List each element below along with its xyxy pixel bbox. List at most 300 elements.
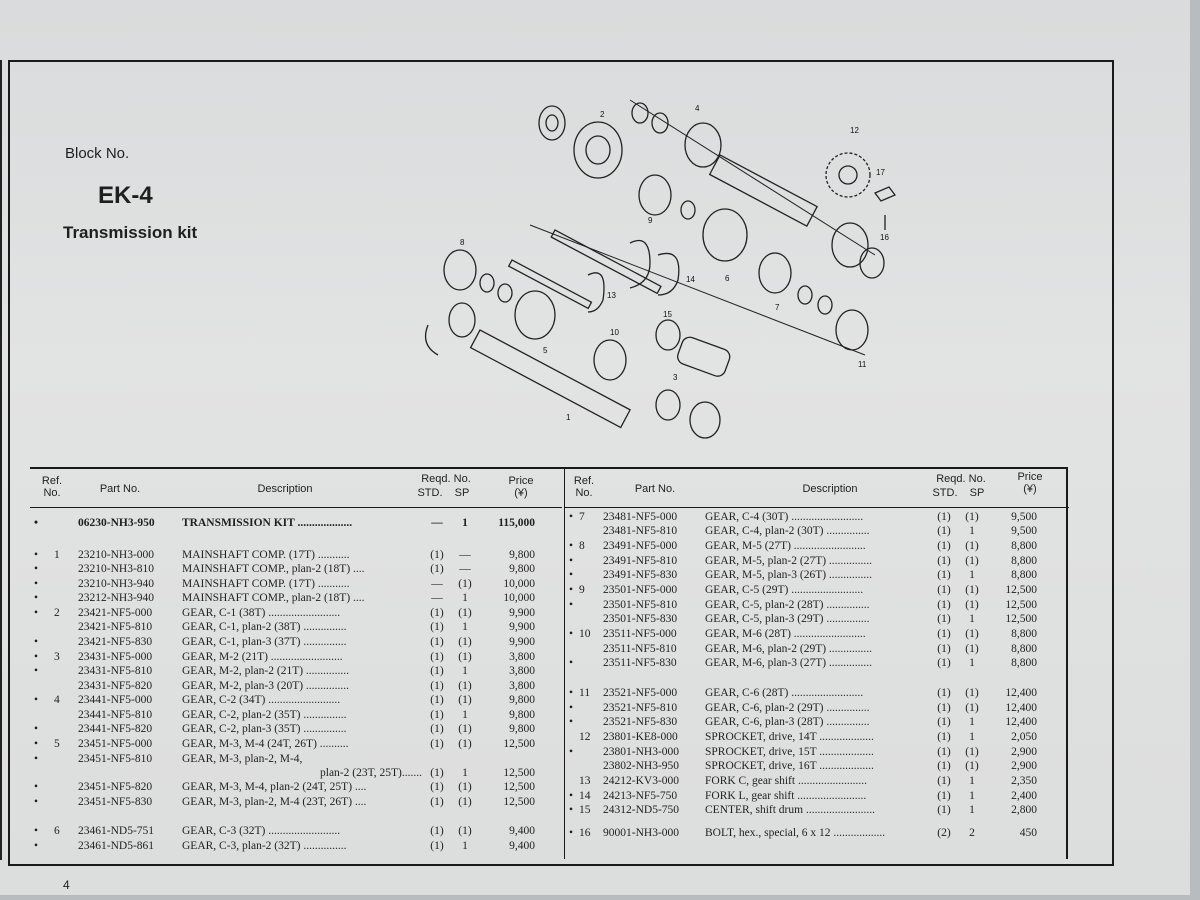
qty-std: (1) <box>937 613 951 625</box>
part-description: GEAR, M-2, plan-2 (21T) ............... <box>182 665 350 677</box>
part-number: 23511-NF5-810 <box>603 643 677 655</box>
svg-text:9: 9 <box>648 216 653 225</box>
qty-sp: (1) <box>458 578 472 590</box>
qty-sp: (1) <box>965 584 979 596</box>
gear-7-shape <box>759 253 791 293</box>
part-description: GEAR, M-6, plan-3 (27T) ............... <box>705 657 873 669</box>
qty-sp: — <box>459 563 471 575</box>
qty-std: (1) <box>430 621 444 633</box>
header-price-unit: (¥) <box>1023 483 1037 495</box>
gear-8-shape <box>444 250 476 290</box>
qty-std: (1) <box>937 716 951 728</box>
ref-number: 11 <box>579 687 591 699</box>
price: 12,500 <box>503 781 535 793</box>
qty-sp: 1 <box>462 767 468 779</box>
qty-sp: 1 <box>969 569 975 581</box>
block-code: EK-4 <box>98 182 153 209</box>
price: 12,500 <box>1005 613 1037 625</box>
part-description: SPROCKET, drive, 14T ................... <box>705 731 874 743</box>
table-row <box>30 621 562 635</box>
part-description: MAINSHAFT COMP., plan-2 (18T) .... <box>182 563 365 575</box>
row-bullet: • <box>34 825 39 837</box>
row-bullet: • <box>569 790 574 802</box>
part-number: 23210-NH3-940 <box>78 578 155 590</box>
qty-std: (1) <box>430 796 444 808</box>
row-bullet: • <box>34 781 39 793</box>
qty-std: (2) <box>937 827 951 839</box>
qty-std: (1) <box>937 657 951 669</box>
table-row <box>30 694 562 708</box>
bearing-shape <box>539 106 565 140</box>
price: 8,800 <box>1011 540 1037 552</box>
table-row <box>30 578 562 592</box>
row-bullet: • <box>569 569 574 581</box>
part-number: 23491-NF5-810 <box>603 555 678 567</box>
qty-sp: (1) <box>458 651 472 663</box>
part-description: GEAR, C-5 (29T) ......................... <box>705 584 864 596</box>
part-description: GEAR, M-2 (21T) ......................... <box>182 651 343 663</box>
gear-3-shape <box>656 390 680 420</box>
gear-2-shape <box>574 122 622 178</box>
qty-std: (1) <box>937 760 951 772</box>
part-number: 23511-NF5-000 <box>603 628 677 640</box>
row-bullet: • <box>569 687 574 699</box>
row-bullet: • <box>569 746 574 758</box>
qty-std: (1) <box>937 511 951 523</box>
table-row <box>30 563 562 577</box>
qty-sp: (1) <box>965 628 979 640</box>
qty-sp: 1 <box>462 665 468 677</box>
row-bullet: • <box>569 599 574 611</box>
qty-sp: (1) <box>458 694 472 706</box>
table-row <box>565 804 1069 818</box>
header-ref-no: No. <box>43 487 61 499</box>
row-bullet: • <box>569 584 574 596</box>
qty-sp: 1 <box>969 775 975 787</box>
header-std: STD. <box>932 487 958 499</box>
block-label: Block No. <box>65 145 130 162</box>
qty-std: (1) <box>430 549 444 561</box>
price: 9,400 <box>509 840 535 852</box>
table-row <box>565 643 1069 657</box>
part-description: GEAR, C-2 (34T) ......................... <box>182 694 341 706</box>
row-bullet: • <box>34 753 39 765</box>
part-number: 90001-NH3-000 <box>603 827 680 839</box>
header-description: Description <box>257 483 313 495</box>
qty-sp: (1) <box>458 781 472 793</box>
qty-sp: (1) <box>458 607 472 619</box>
table-row <box>30 723 562 737</box>
part-description: MAINSHAFT COMP. (17T) ........... <box>182 578 350 590</box>
header-ref: Ref. <box>41 475 63 487</box>
price: 2,400 <box>1011 790 1037 802</box>
ref-number: 13 <box>579 775 591 787</box>
price: 3,800 <box>509 680 535 692</box>
part-number: 23212-NH3-940 <box>78 592 155 604</box>
qty-std: (1) <box>937 687 951 699</box>
qty-sp: (1) <box>458 723 472 735</box>
part-number: 23421-NF5-000 <box>78 607 153 619</box>
table-row <box>30 825 562 839</box>
header-price: Price <box>508 475 534 487</box>
svg-text:6: 6 <box>725 274 730 283</box>
price: 8,800 <box>1011 643 1037 655</box>
part-number: 24212-KV3-000 <box>603 775 680 787</box>
gear-11-shape <box>836 310 868 350</box>
part-description: FORK L, gear shift ........................ <box>705 790 867 802</box>
qty-sp: (1) <box>458 796 472 808</box>
qty-std: (1) <box>937 775 951 787</box>
part-description: GEAR, C-2, plan-2 (35T) ............... <box>182 709 347 721</box>
part-description: SPROCKET, drive, 15T ................... <box>705 746 874 758</box>
price: 9,500 <box>1011 511 1037 523</box>
price: 8,800 <box>1011 628 1037 640</box>
qty-sp: 1 <box>969 731 975 743</box>
part-number: 24312-ND5-750 <box>603 804 680 816</box>
row-bullet: • <box>569 657 574 669</box>
qty-sp: 1 <box>462 709 468 721</box>
part-number: 23511-NF5-830 <box>603 657 677 669</box>
price: 12,500 <box>1005 599 1037 611</box>
header-part-no: Part No. <box>634 483 676 495</box>
qty-sp: (1) <box>458 825 472 837</box>
table-row <box>565 760 1069 774</box>
ref-number: 9 <box>579 584 585 596</box>
transmission-exploded-diagram <box>420 95 900 450</box>
part-description: GEAR, C-6 (28T) ......................... <box>705 687 864 699</box>
part-number: 23431-NF5-000 <box>78 651 153 663</box>
row-bullet: • <box>569 702 574 714</box>
row-bullet: • <box>34 796 39 808</box>
price: 8,800 <box>1011 555 1037 567</box>
header-reqd: Reqd. No. <box>936 473 986 485</box>
row-bullet: • <box>34 607 39 619</box>
table-row <box>30 607 562 621</box>
table-row <box>565 555 1069 569</box>
parts-table-right-column <box>564 469 1069 859</box>
svg-text:4: 4 <box>695 104 700 113</box>
price: 2,050 <box>1011 731 1037 743</box>
table-row <box>30 840 562 854</box>
table-right-border <box>1066 469 1068 859</box>
row-bullet: • <box>34 723 39 735</box>
header-description: Description <box>802 483 858 495</box>
qty-std: (1) <box>430 636 444 648</box>
gear-4-shape <box>685 123 721 167</box>
part-number: 23451-NF5-830 <box>78 796 153 808</box>
svg-text:8: 8 <box>460 238 465 247</box>
price: 2,350 <box>1011 775 1037 787</box>
qty-sp: 1 <box>969 790 975 802</box>
row-bullet: • <box>34 665 39 677</box>
part-number: 23451-NF5-000 <box>78 738 153 750</box>
table-row <box>565 702 1069 716</box>
svg-text:16: 16 <box>880 233 889 242</box>
qty-std: (1) <box>430 665 444 677</box>
price: 115,000 <box>498 517 535 529</box>
sprocket-shape <box>826 153 870 197</box>
qty-std: (1) <box>430 680 444 692</box>
gear-6-shape <box>703 209 747 261</box>
table-row <box>565 628 1069 642</box>
price: 9,900 <box>509 636 535 648</box>
qty-std: (1) <box>937 555 951 567</box>
part-number: 23491-NF5-000 <box>603 540 678 552</box>
price: 9,900 <box>509 621 535 633</box>
qty-std: (1) <box>430 840 444 852</box>
price: 12,400 <box>1005 716 1037 728</box>
header-price: Price <box>1017 471 1043 483</box>
price: 10,000 <box>503 578 535 590</box>
price: 9,800 <box>509 709 535 721</box>
part-number: 23802-NH3-950 <box>603 760 680 772</box>
price: 450 <box>1019 827 1037 839</box>
row-bullet: • <box>34 578 39 590</box>
qty-std: (1) <box>430 709 444 721</box>
part-number: 23431-NF5-820 <box>78 680 153 692</box>
price: 9,500 <box>1011 525 1037 537</box>
price: 12,400 <box>1005 702 1037 714</box>
qty-sp: 1 <box>969 525 975 537</box>
part-description: plan-2 (23T, 25T)....... <box>320 767 422 779</box>
part-number: 23521-NF5-810 <box>603 702 678 714</box>
part-description: GEAR, C-1, plan-3 (37T) ............... <box>182 636 347 648</box>
price: 12,500 <box>503 796 535 808</box>
qty-std: (1) <box>430 651 444 663</box>
part-description: GEAR, M-3, M-4 (24T, 26T) .......... <box>182 738 349 750</box>
row-bullet: • <box>569 716 574 728</box>
parts-table <box>30 467 1068 865</box>
gear-5-shape <box>515 291 555 339</box>
part-number: 23210-NH3-810 <box>78 563 155 575</box>
part-description: MAINSHAFT COMP. (17T) ........... <box>182 549 350 561</box>
qty-std: (1) <box>430 781 444 793</box>
part-description: GEAR, M-3, plan-2, M-4 (23T, 26T) .... <box>182 796 367 808</box>
qty-sp: 1 <box>969 716 975 728</box>
part-number: 23451-NF5-820 <box>78 781 153 793</box>
qty-std: (1) <box>430 607 444 619</box>
svg-text:5: 5 <box>543 346 548 355</box>
qty-std: (1) <box>937 804 951 816</box>
table-row <box>565 790 1069 804</box>
part-description: GEAR, C-1 (38T) ......................... <box>182 607 341 619</box>
part-number: 23461-ND5-751 <box>78 825 155 837</box>
price: 12,500 <box>503 738 535 750</box>
part-description: MAINSHAFT COMP., plan-2 (18T) .... <box>182 592 365 604</box>
part-number: 23441-NF5-820 <box>78 723 153 735</box>
table-row <box>30 651 562 665</box>
mainshaft-shape <box>471 330 630 427</box>
table-header-right <box>565 469 1069 508</box>
gear-10-shape <box>594 340 626 380</box>
part-number: 23421-NF5-810 <box>78 621 153 633</box>
table-row <box>565 525 1069 539</box>
qty-std: (1) <box>430 694 444 706</box>
part-description: CENTER, shift drum ........................ <box>705 804 875 816</box>
qty-sp: (1) <box>965 687 979 699</box>
row-bullet: • <box>569 540 574 552</box>
price: 9,400 <box>509 825 535 837</box>
row-bullet: • <box>34 651 39 663</box>
qty-sp: (1) <box>965 540 979 552</box>
svg-text:2: 2 <box>600 110 605 119</box>
svg-text:12: 12 <box>850 126 859 135</box>
ref-number: 1 <box>54 549 60 561</box>
ref-number: 5 <box>54 738 60 750</box>
part-description: GEAR, C-3, plan-2 (32T) ............... <box>182 840 347 852</box>
part-number: 06230-NH3-950 <box>78 517 155 529</box>
row-bullet: • <box>34 636 39 648</box>
part-description: GEAR, C-5, plan-2 (28T) ............... <box>705 599 870 611</box>
part-number: 23501-NF5-810 <box>603 599 678 611</box>
part-number: 23491-NF5-830 <box>603 569 678 581</box>
table-row <box>30 781 562 795</box>
row-bullet: • <box>34 563 39 575</box>
table-row <box>565 569 1069 583</box>
table-row <box>565 716 1069 730</box>
qty-std: (1) <box>430 738 444 750</box>
qty-std: (1) <box>937 790 951 802</box>
svg-text:15: 15 <box>663 310 672 319</box>
part-number: 24213-NF5-750 <box>603 790 678 802</box>
part-description: GEAR, M-2, plan-3 (20T) ............... <box>182 680 350 692</box>
part-number: 23801-KE8-000 <box>603 731 678 743</box>
part-description: GEAR, M-6, plan-2 (29T) ............... <box>705 643 873 655</box>
table-row <box>565 827 1069 841</box>
qty-sp: (1) <box>965 643 979 655</box>
ref-number: 12 <box>579 731 591 743</box>
page-edge-line <box>0 60 2 860</box>
part-description: GEAR, C-5, plan-3 (29T) ............... <box>705 613 870 625</box>
svg-text:3: 3 <box>673 373 678 382</box>
price: 10,000 <box>503 592 535 604</box>
part-description: GEAR, M-6 (28T) ......................... <box>705 628 866 640</box>
part-number: 23421-NF5-830 <box>78 636 153 648</box>
price: 12,500 <box>503 767 535 779</box>
svg-text:11: 11 <box>858 360 867 369</box>
table-row <box>30 665 562 679</box>
part-description: GEAR, M-5, plan-3 (26T) ............... <box>705 569 873 581</box>
qty-std: (1) <box>937 540 951 552</box>
price: 3,800 <box>509 665 535 677</box>
header-reqd: Reqd. No. <box>421 473 471 485</box>
part-description: TRANSMISSION KIT ................... <box>182 517 353 529</box>
qty-sp: (1) <box>965 746 979 758</box>
qty-sp: 1 <box>969 657 975 669</box>
table-header-left <box>30 469 562 508</box>
price: 2,900 <box>1011 746 1037 758</box>
parts-table-left-column <box>30 469 562 859</box>
countershaft-shape <box>710 155 817 226</box>
page-number: 4 <box>63 878 70 892</box>
qty-std: (1) <box>430 825 444 837</box>
row-bullet: • <box>569 628 574 640</box>
part-number: 23210-NH3-000 <box>78 549 155 561</box>
qty-sp: (1) <box>458 680 472 692</box>
ref-number: 15 <box>579 804 591 816</box>
qty-std: (1) <box>937 569 951 581</box>
qty-sp: (1) <box>965 702 979 714</box>
row-bullet: • <box>34 549 39 561</box>
qty-std: (1) <box>430 723 444 735</box>
ref-number: 3 <box>54 651 60 663</box>
ref-number: 6 <box>54 825 60 837</box>
qty-std: (1) <box>937 643 951 655</box>
price: 9,900 <box>509 607 535 619</box>
shift-drum-shape <box>675 335 732 378</box>
part-number: 23801-NH3-000 <box>603 746 680 758</box>
part-number: 23441-NF5-810 <box>78 709 153 721</box>
part-number: 23451-NF5-810 <box>78 753 153 765</box>
price: 2,900 <box>1011 760 1037 772</box>
price: 8,800 <box>1011 569 1037 581</box>
qty-sp: (1) <box>965 511 979 523</box>
table-row <box>30 709 562 723</box>
table-row <box>30 767 562 781</box>
price: 12,500 <box>1005 584 1037 596</box>
price: 9,800 <box>509 723 535 735</box>
qty-sp: 1 <box>462 592 468 604</box>
part-number: 23501-NF5-000 <box>603 584 678 596</box>
part-description: GEAR, C-3 (32T) ......................... <box>182 825 341 837</box>
gear-9-shape <box>639 175 671 215</box>
table-row <box>30 636 562 650</box>
header-sp: SP <box>454 487 470 499</box>
table-row <box>30 549 562 563</box>
row-bullet: • <box>569 804 574 816</box>
part-description: GEAR, C-2, plan-3 (35T) ............... <box>182 723 347 735</box>
qty-std: (1) <box>937 584 951 596</box>
part-description: GEAR, C-4, plan-2 (30T) ............... <box>705 525 870 537</box>
qty-std: (1) <box>937 702 951 714</box>
part-description: GEAR, M-5, plan-2 (27T) ............... <box>705 555 873 567</box>
row-bullet: • <box>34 694 39 706</box>
table-row <box>30 592 562 606</box>
qty-sp: — <box>459 549 471 561</box>
qty-std: (1) <box>430 767 444 779</box>
header-ref: Ref. <box>573 475 595 487</box>
svg-text:17: 17 <box>876 168 885 177</box>
part-number: 23481-NF5-810 <box>603 525 678 537</box>
header-price-unit: (¥) <box>514 487 528 499</box>
table-row <box>30 753 562 767</box>
part-description: GEAR, C-6, plan-3 (28T) ............... <box>705 716 870 728</box>
qty-sp: 1 <box>969 613 975 625</box>
part-description: SPROCKET, drive, 16T ................... <box>705 760 874 772</box>
svg-text:7: 7 <box>775 303 780 312</box>
header-ref-no: No. <box>575 487 593 499</box>
table-row <box>30 738 562 752</box>
qty-sp: (1) <box>965 599 979 611</box>
qty-sp: 2 <box>969 827 975 839</box>
price: 9,800 <box>509 563 535 575</box>
qty-sp: (1) <box>965 760 979 772</box>
part-number: 23431-NF5-810 <box>78 665 153 677</box>
qty-sp: (1) <box>458 738 472 750</box>
row-bullet: • <box>34 738 39 750</box>
table-row <box>565 687 1069 701</box>
svg-text:14: 14 <box>686 275 695 284</box>
row-bullet: • <box>34 840 39 852</box>
ref-number: 16 <box>579 827 591 839</box>
table-row <box>565 540 1069 554</box>
qty-std: (1) <box>430 563 444 575</box>
part-number: 23481-NF5-000 <box>603 511 678 523</box>
qty-std: — <box>431 578 443 590</box>
qty-sp: (1) <box>458 636 472 648</box>
table-row <box>565 613 1069 627</box>
qty-sp: 1 <box>462 840 468 852</box>
